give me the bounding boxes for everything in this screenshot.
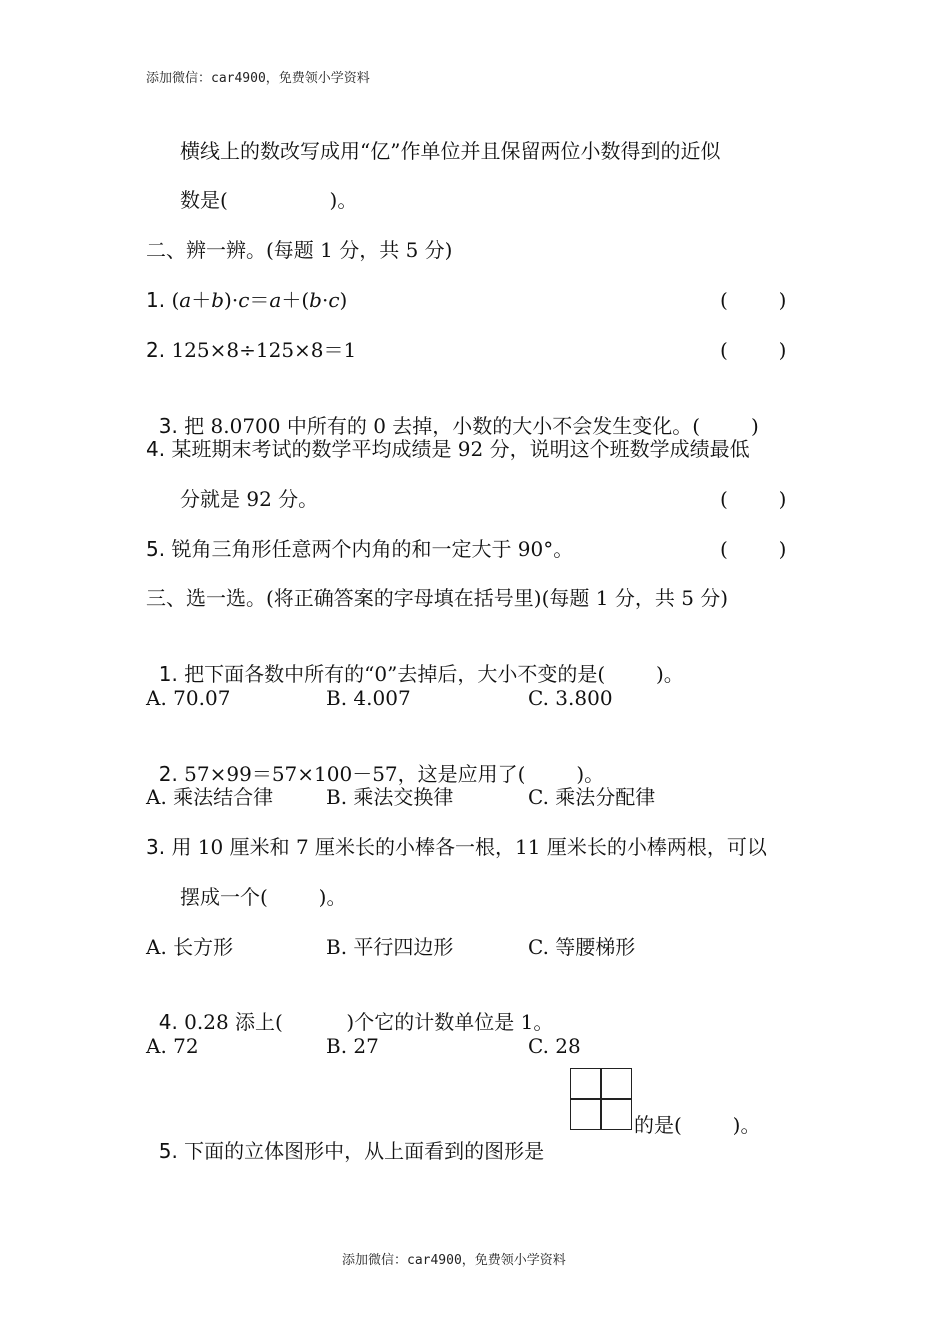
s2-q5-number: 5. <box>146 537 166 561</box>
s3-q3-line-2: 摆成一个( )。 <box>180 885 347 909</box>
s2-q1-op5: · <box>321 288 329 312</box>
s2-q3-text: 把 8.0700 中所有的 0 去掉，小数的大小不会发生变化。( ) <box>177 414 759 438</box>
s2-q1-number: 1. <box>146 288 166 312</box>
s3-question-4 <box>146 983 553 1035</box>
s3-q1-option-a[interactable]: A. 70.07 <box>146 686 231 710</box>
var-a-2: a <box>269 288 282 312</box>
s3-question-2 <box>146 735 604 787</box>
s2-q4-line-1: 某班期末考试的数学平均成绩是 92 分，说明这个班数学成绩最低 <box>165 437 750 461</box>
var-c-2: c <box>328 288 340 312</box>
s2-question-2 <box>146 337 356 363</box>
var-b: b <box>211 288 225 312</box>
s2-question-4 <box>146 436 750 462</box>
s2-question-1 <box>146 287 347 313</box>
s2-q1-op4: ＋( <box>281 288 310 312</box>
s2-q1-op1: ＋ <box>191 288 212 312</box>
s2-q1-op6: ) <box>339 288 348 312</box>
s2-question-5 <box>146 536 573 562</box>
continuation-line-2: 数是( )。 <box>180 188 358 212</box>
s2-q5-text: 锐角三角形任意两个内角的和一定大于 90°。 <box>165 537 574 561</box>
s2-q3-number: 3. <box>158 414 178 438</box>
s3-q1-option-c[interactable]: C. 3.800 <box>528 686 613 710</box>
s3-q5-post: 的是( )。 <box>634 1113 761 1137</box>
s2-q2-answer-bracket[interactable]: ( ) <box>720 338 787 362</box>
section-2-title: 二、辨一辨。(每题 1 分，共 5 分) <box>146 238 453 262</box>
s2-question-3 <box>146 387 759 439</box>
s3-q2-number: 2. <box>158 762 178 786</box>
s3-q5-number: 5. <box>158 1139 178 1163</box>
s3-q1-number: 1. <box>158 662 178 686</box>
s2-q1-op2: )· <box>224 288 239 312</box>
s3-question-5 <box>146 1112 544 1164</box>
s3-q3-option-a[interactable]: A. 长方形 <box>146 935 234 959</box>
s3-q3-option-b[interactable]: B. 平行四边形 <box>326 935 454 959</box>
s3-q2-option-a[interactable]: A. 乘法结合律 <box>146 785 274 809</box>
section-3-title: 三、选一选。(将正确答案的字母填在括号里)(每题 1 分，共 5 分) <box>146 586 729 610</box>
s3-q2-text: 57×99＝57×100－57，这是应用了( )。 <box>177 762 605 786</box>
s3-q3-option-c[interactable]: C. 等腰梯形 <box>528 935 636 959</box>
s3-question-3 <box>146 834 767 860</box>
s3-q4-number: 4. <box>158 1010 178 1034</box>
var-c: c <box>238 288 250 312</box>
top-view-grid-figure <box>570 1068 632 1130</box>
s3-q4-option-a[interactable]: A. 72 <box>146 1034 199 1058</box>
s2-q4-line-2: 分就是 92 分。 <box>180 487 319 511</box>
s2-q4-number: 4. <box>146 437 166 461</box>
s3-q2-option-c[interactable]: C. 乘法分配律 <box>528 785 656 809</box>
s2-q4-answer-bracket[interactable]: ( ) <box>720 487 787 511</box>
s2-q1-answer-bracket[interactable]: ( ) <box>720 288 787 312</box>
s3-question-1 <box>146 635 684 687</box>
s3-q1-text: 把下面各数中所有的“0”去掉后，大小不变的是( )。 <box>177 662 684 686</box>
var-a: a <box>179 288 192 312</box>
watermark-top: 添加微信：car4900，免费领小学资料 <box>146 71 370 86</box>
s3-q2-option-b[interactable]: B. 乘法交换律 <box>326 785 454 809</box>
var-b-2: b <box>309 288 322 312</box>
s2-q1-op3: ＝ <box>249 288 270 312</box>
s3-q1-option-b[interactable]: B. 4.007 <box>326 686 411 710</box>
continuation-line-1: 横线上的数改写成用“亿”作单位并且保留两位小数得到的近似 <box>180 139 721 163</box>
watermark-bottom: 添加微信：car4900，免费领小学资料 <box>342 1253 566 1268</box>
grid-horizontal-line <box>571 1098 631 1100</box>
s3-q3-line-1: 用 10 厘米和 7 厘米长的小棒各一根，11 厘米长的小棒两根，可以 <box>165 835 767 859</box>
s3-q4-option-b[interactable]: B. 27 <box>326 1034 379 1058</box>
s3-q5-pre: 下面的立体图形中，从上面看到的图形是 <box>177 1139 545 1163</box>
s2-q5-answer-bracket[interactable]: ( ) <box>720 537 787 561</box>
s3-q3-number: 3. <box>146 835 166 859</box>
s3-q4-option-c[interactable]: C. 28 <box>528 1034 581 1058</box>
s3-q4-text: 0.28 添上( )个它的计数单位是 1。 <box>177 1010 554 1034</box>
s2-q2-text: 125×8÷125×8＝1 <box>165 338 357 362</box>
s2-q1-pre: ( <box>165 288 180 312</box>
s2-q2-number: 2. <box>146 338 166 362</box>
